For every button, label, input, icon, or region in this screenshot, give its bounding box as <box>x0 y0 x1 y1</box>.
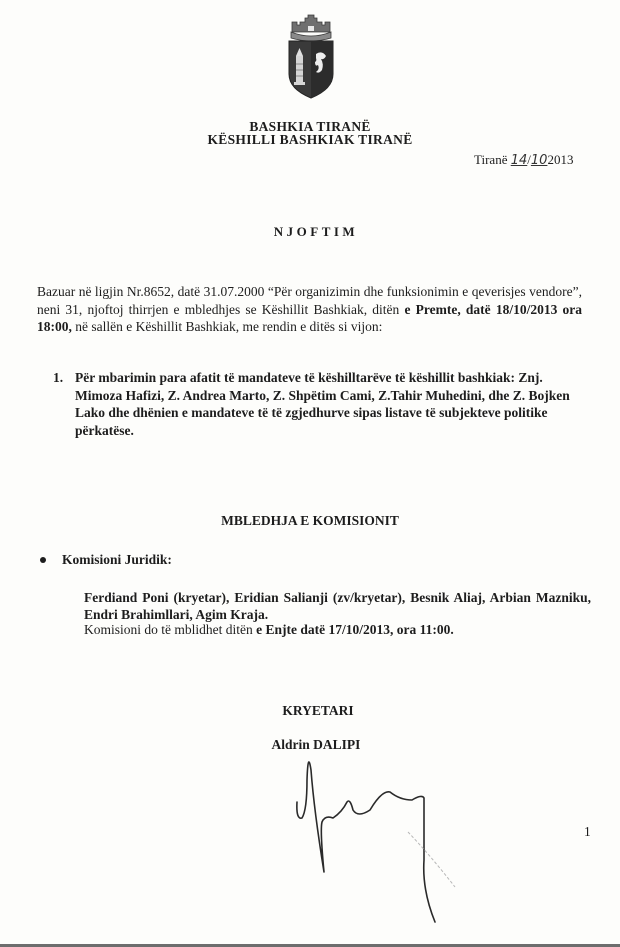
intro-text: Bazuar në ligjin Nr.8652, datë 31.07.2000 “Për organizimin dhe funksionimin e qeverisjes vendore”, neni 31, njoftoj thirrjen e mbledhjes se Këshillit Bashkiak, ditën <box>37 284 582 317</box>
agenda-item-number: 1. <box>53 370 64 385</box>
date-month: 10 <box>530 153 548 168</box>
date-city: Tiranë <box>474 152 511 167</box>
date-separator: / <box>527 152 531 167</box>
agenda-item <box>53 369 593 439</box>
commission-name: Komisioni Juridik: <box>62 552 172 567</box>
document-date <box>474 152 573 168</box>
page-number: 1 <box>584 824 591 839</box>
handwritten-signature-icon <box>250 750 620 947</box>
commission-section-title: MBLEDHJA E KOMISIONIT <box>221 513 399 528</box>
commission-name-row <box>40 552 172 568</box>
council-name: KËSHILLI BASHKIAK TIRANË <box>207 132 413 147</box>
signatory-title: KRYETARI <box>282 703 354 718</box>
intro-paragraph <box>37 283 582 336</box>
tirana-coat-of-arms-icon <box>286 14 336 99</box>
commission-members: Ferdiand Poni (kryetar), Eridian Salianji (zv/kryetar), Besnik Aliaj, Arbian Mazniku, Endri Brahimllari, Agim Kraja. <box>84 590 591 622</box>
intro-text-end: në sallën e Këshillit Bashkiak, me rendin e ditës si vijon: <box>71 319 383 334</box>
meeting-prefix: Komisioni do të mblidhet ditën <box>84 622 257 637</box>
date-year: 2013 <box>547 152 574 167</box>
session-date: e Premte, datë 18/10/2013 ora 18:00, <box>37 301 582 334</box>
meeting-date: e Enjte datë 17/10/2013, ora 11:00. <box>256 622 454 637</box>
commission-meeting-info <box>84 622 454 638</box>
agenda-item-text: Për mbarimin para afatit të mandateve të këshilltarëve të këshillit bashkiak: Znj. Mimoza Hafizi, Z. Andrea Marto, Z. Shpëtim Cami, Z.Tahir Muhedini, dhe Z. Bojken Lako dhe dhënien e mandateve të të zgjedhurve sipas listave të subjekteve politike përkatëse. <box>75 370 570 438</box>
bullet-icon <box>40 557 46 563</box>
signatory-name: Aldrin DALIPI <box>271 737 361 752</box>
organization-name: BASHKIA TIRANË <box>249 119 371 134</box>
date-day: 14 <box>510 153 528 168</box>
notice-title: NJOFTIM <box>273 224 359 239</box>
